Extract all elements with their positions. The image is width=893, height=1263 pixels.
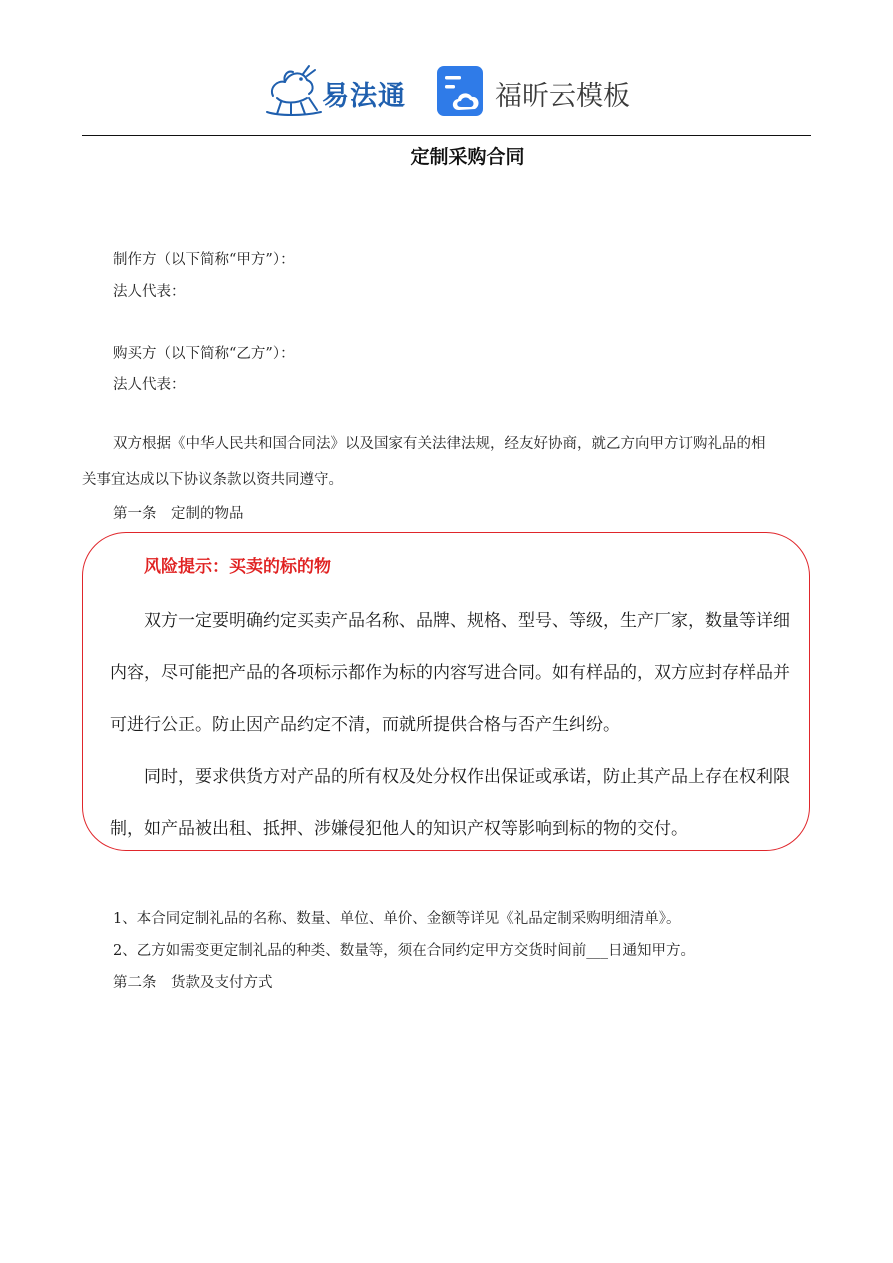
logo-left-text: 易法通 — [322, 81, 406, 112]
risk-warning-box — [82, 532, 810, 851]
logo-right-text: 福昕云模板 — [495, 81, 630, 112]
document-title: 定制采购合同 — [410, 146, 525, 168]
risk-text-line-3: 可进行公正。防止因产品约定不清，而就所提供合格与否产生纠纷。 — [110, 715, 620, 735]
party-a-rep-line: 法人代表： — [113, 284, 186, 300]
clause-2: 2、乙方如需变更定制礼品的种类、数量等，须在合同约定甲方交货时间前___日通知甲方。 — [113, 943, 695, 959]
risk-warning-title: 风险提示：买卖的标的物 — [144, 557, 331, 577]
page-header — [0, 0, 893, 136]
risk-text-line-5: 制，如产品被出租、抵押、涉嫌侵犯他人的知识产权等影响到标的物的交付。 — [110, 819, 688, 839]
intro-paragraph-line-2: 关事宜达成以下协议条款以资共同遵守。 — [82, 472, 343, 488]
party-a-line: 制作方（以下简称“甲方”）： — [113, 252, 295, 268]
party-b-line: 购买方（以下简称“乙方”）： — [113, 346, 295, 362]
risk-text-line-4: 同时，要求供货方对产品的所有权及处分权作出保证或承诺，防止其产品上存在权利限 — [144, 767, 790, 787]
article-1-heading: 第一条 定制的物品 — [113, 506, 244, 522]
party-b-rep-line: 法人代表： — [113, 377, 186, 393]
cloud-document-icon — [437, 66, 485, 116]
intro-paragraph-line-1: 双方根据《中华人民共和国合同法》以及国家有关法律法规，经友好协商，就乙方向甲方订购礼品的相 — [113, 436, 766, 452]
article-2-heading: 第二条 货款及支付方式 — [113, 975, 273, 991]
clause-1: 1、本合同定制礼品的名称、数量、单位、单价、金额等详见《礼品定制采购明细清单》。 — [113, 911, 681, 927]
risk-text-line-1: 双方一定要明确约定买卖产品名称、品牌、规格、型号、等级，生产厂家，数量等详细 — [144, 611, 790, 631]
risk-text-line-2: 内容，尽可能把产品的各项标示都作为标的内容写进合同。如有样品的，双方应封存样品并 — [110, 663, 790, 683]
header-divider — [82, 135, 811, 136]
